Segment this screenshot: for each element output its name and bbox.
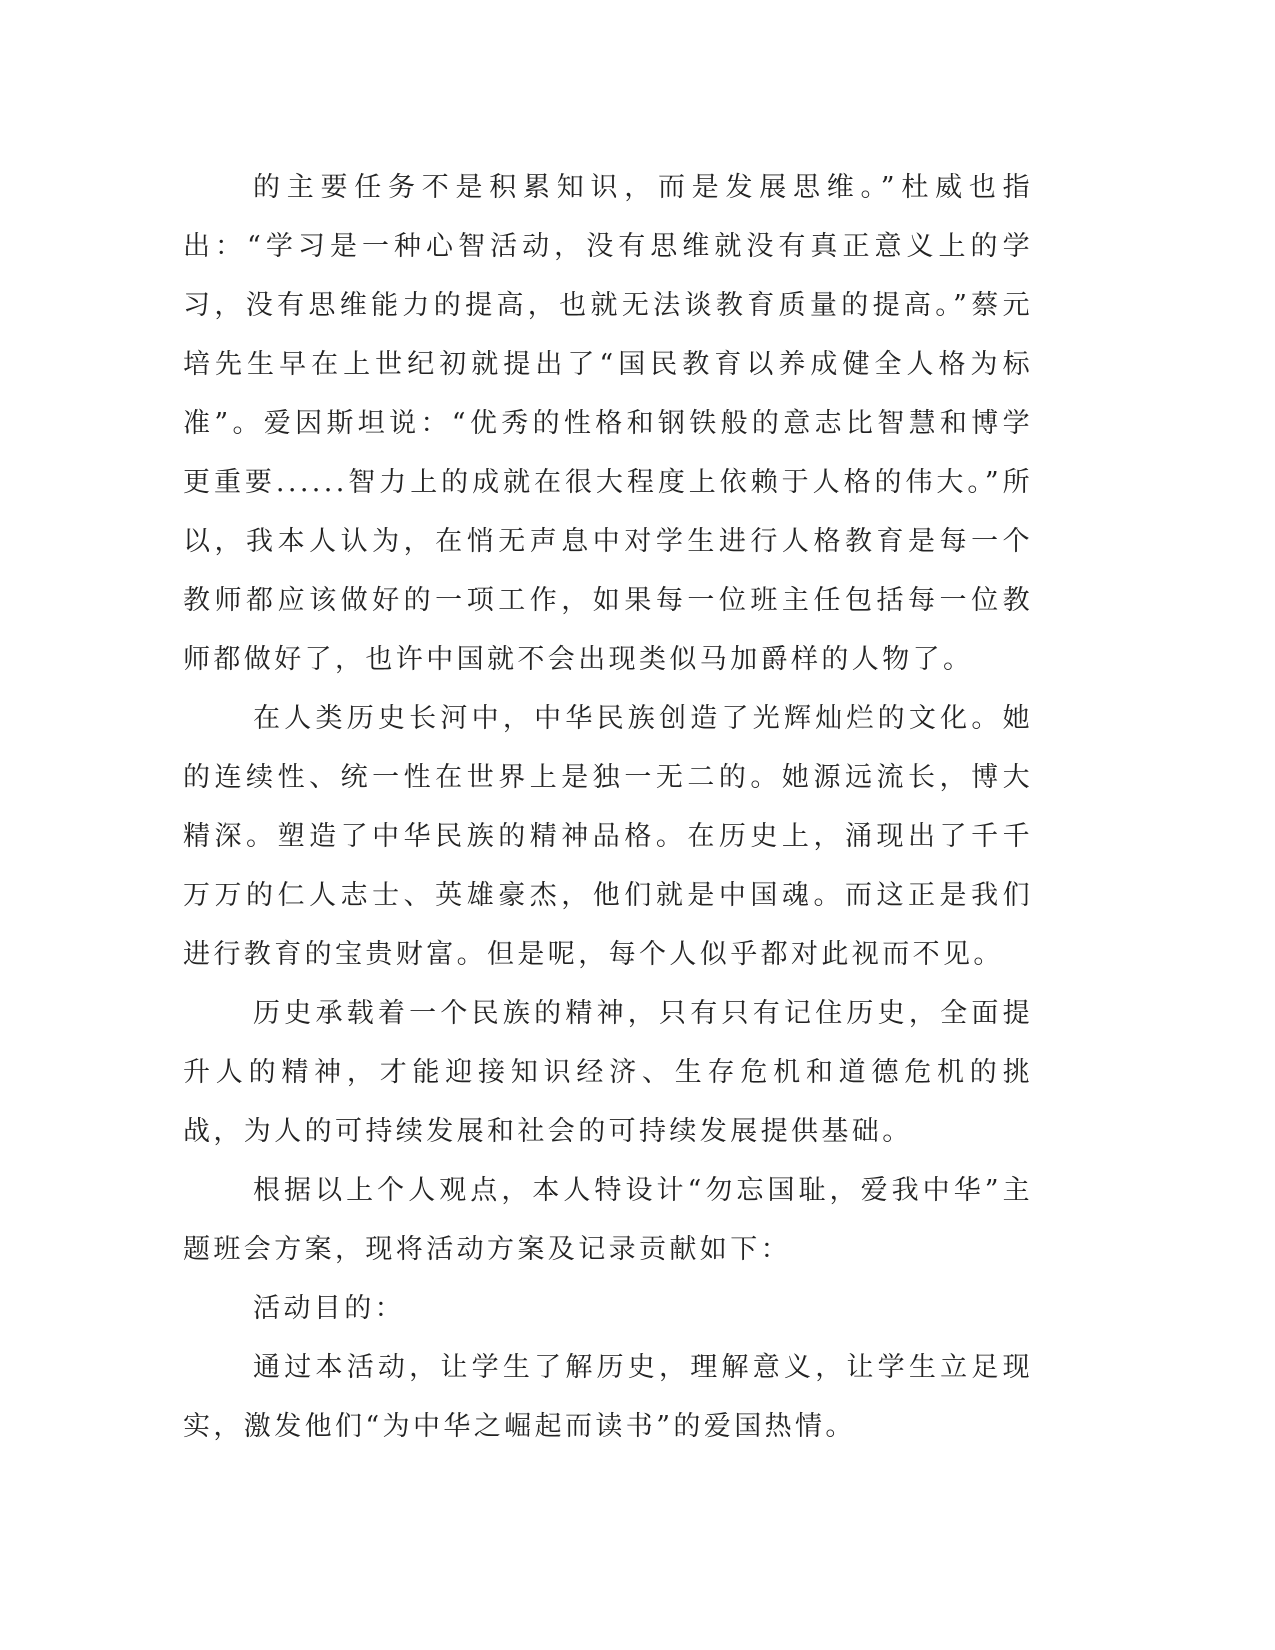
paragraph-5: 活动目的：: [253, 1293, 405, 1324]
document-body: [183, 158, 1033, 1456]
paragraph-1: 的主要任务不是积累知识，而是发展思维。”杜威也指出：“学习是一种心智活动，没有思维就没有真正意义上的学习，没有思维能力的提高，也就无法谈教育质量的提高。”蔡元培先生早在上世纪初就提出了“国民教育以养成健全人格为标准”。爱因斯坦说：“优秀的性格和钢铁般的意志比智慧和博学更重要......智力上的成就在很大程度上依赖于人格的伟大。”所以，我本人认为，在悄无声息中对学生进行人格教育是每一个教师都应该做好的一项工作，如果每一位班主任包括每一位教师都做好了，也许中国就不会出现类似马加爵样的人物了。: [183, 172, 1033, 675]
paragraph-2: 在人类历史长河中，中华民族创造了光辉灿烂的文化。她的连续性、统一性在世界上是独一无二的。她源远流长，博大精深。塑造了中华民族的精神品格。在历史上，涌现出了千千万万的仁人志士、英雄豪杰，他们就是中国魂。而这正是我们进行教育的宝贵财富。但是呢，每个人似乎都对此视而不见。: [183, 703, 1033, 970]
paragraph-3: 历史承载着一个民族的精神，只有只有记住历史，全面提升人的精神，才能迎接知识经济、生存危机和道德危机的挑战，为人的可持续发展和社会的可持续发展提供基础。: [183, 998, 1033, 1147]
paragraph-6: 通过本活动，让学生了解历史，理解意义，让学生立足现实，激发他们“为中华之崛起而读书”的爱国热情。: [183, 1352, 1033, 1442]
paragraph-4: 根据以上个人观点，本人特设计“勿忘国耻，爱我中华”主题班会方案，现将活动方案及记录贡献如下：: [183, 1175, 1033, 1265]
